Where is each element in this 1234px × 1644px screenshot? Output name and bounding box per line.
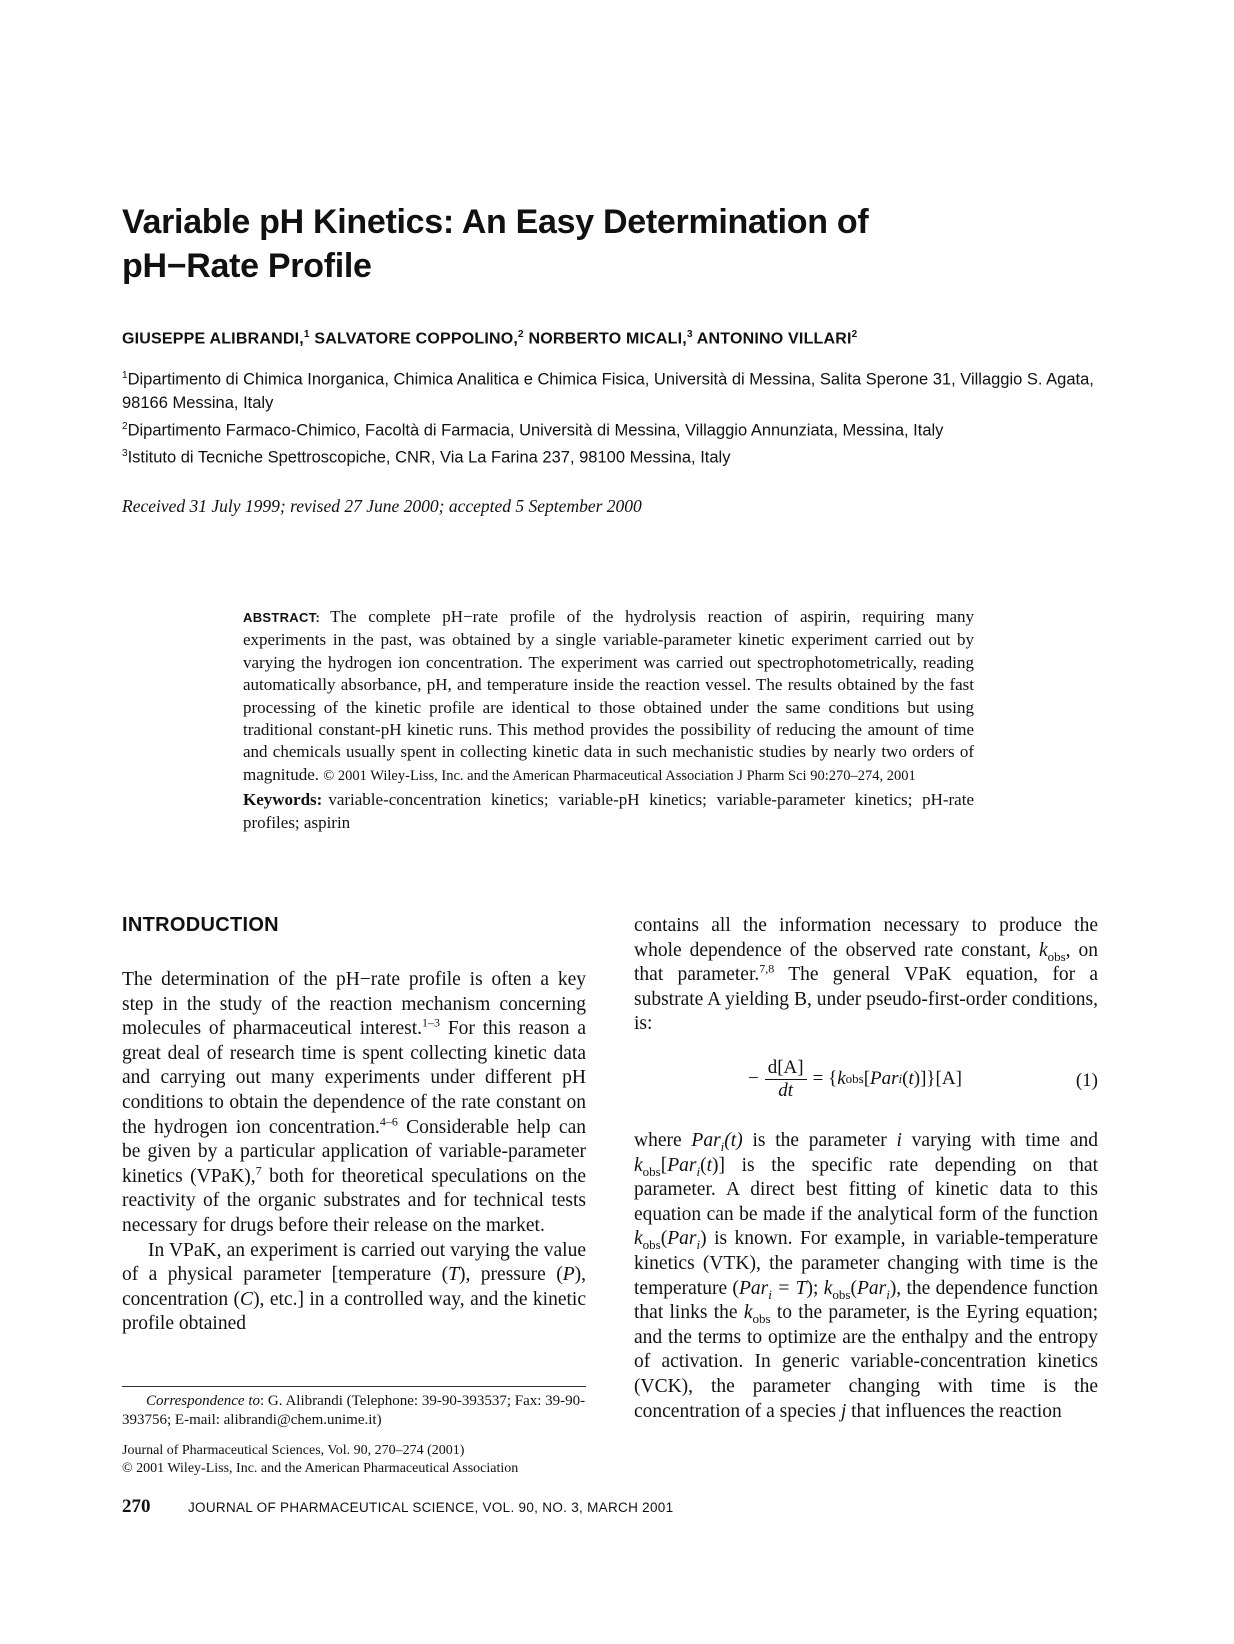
text-run: For this reason a great deal of research time is spent collecting kinetic data and carrying out many experiments under different pH conditions to obtain the dependence of the rate constant on the hydrogen ion concentration. [122, 1018, 586, 1138]
symbol: k [634, 1228, 643, 1250]
text-run: ), etc.] in a controlled way, and the kinetic profile obtained [122, 1288, 586, 1335]
text-run: to the parameter, is the Eyring equation; and the terms to optimize are the enthalpy and the entropy of activation. In generic variable-concentration kinetics (VCK), the parameter changing with time is the concentration of a species [634, 1302, 1098, 1422]
citation: 7 [255, 1163, 262, 1178]
symbol: k [1038, 939, 1048, 961]
citation: 1–3 [422, 1015, 441, 1030]
symbol: (t) [724, 1129, 743, 1151]
received-dates: Received 31 July 1999; revised 27 June 2000; accepted 5 September 2000 [122, 496, 642, 516]
equation-part: [ [863, 1068, 871, 1090]
subscript: i [768, 1286, 772, 1302]
subscript: obs [642, 1237, 661, 1253]
text-run: The determination of the pH−rate profile is often a key step in the study of the reaction mechanism concerning molecules of pharmaceutical interest. [122, 969, 586, 1040]
author-affiliation-mark: 1 [303, 329, 310, 340]
citation: 4–6 [379, 1114, 398, 1129]
journal-citation: Journal of Pharmaceutical Sciences, Vol. 90, 270–274 (2001) [122, 1443, 465, 1458]
author-affiliation-mark: 3 [686, 329, 693, 340]
text-run: ), concentration ( [122, 1264, 586, 1310]
text-run: , on that parameter. [634, 939, 1098, 986]
affiliation-text: Dipartimento di Chimica Inorganica, Chimica Analitica e Chimica Fisica, Università di Messina, Salita Sperone 31, Villaggio S. Agata, 98166 Messina, Italy [122, 370, 1094, 412]
equation-part: = { [812, 1068, 838, 1090]
symbol: = T [771, 1277, 807, 1299]
abstract [243, 606, 974, 834]
text-run: both for theoretical speculations on the reactivity of the organic substrates and for technical tests necessary for drugs before their release on the market. [122, 1165, 586, 1236]
subscript: i [696, 1237, 701, 1253]
subscript: obs [642, 1163, 661, 1179]
text-run: Considerable help can be given by a particular application of variable-parameter kinetics (VPaK), [122, 1116, 586, 1187]
subscript: i [898, 1071, 903, 1087]
author-name: ANTONINO VILLARI [696, 330, 852, 348]
affiliation-mark: 2 [122, 420, 128, 432]
subscript: i [720, 1138, 725, 1154]
affiliation-list [122, 364, 1112, 470]
affiliation-mark: 3 [122, 448, 128, 459]
minus-sign: − [748, 1068, 759, 1090]
text-run: ), pressure ( [458, 1264, 563, 1286]
author-affiliation-mark: 2 [518, 329, 524, 340]
subscript: i [886, 1286, 890, 1302]
subscript: i [696, 1163, 701, 1179]
derivative-fraction [765, 1057, 807, 1102]
affiliation [122, 415, 1112, 443]
equation-part: )]}[A] [913, 1068, 962, 1090]
author-name: GIUSEPPE ALIBRANDI, [122, 330, 304, 348]
symbol: C [240, 1288, 254, 1310]
equation-part: ( [902, 1068, 909, 1090]
fraction-numerator: d[A] [765, 1057, 807, 1080]
symbol: T [448, 1264, 459, 1286]
journal-info [122, 1442, 586, 1477]
affiliation [122, 364, 1112, 415]
keywords-text: variable-concentration kinetics; variable-pH kinetics; variable-parameter kinetics; pH-rate profiles; aspirin [243, 790, 974, 832]
symbol: P [562, 1264, 575, 1286]
text-run: The general VPaK equation, for a substrate A yielding B, under pseudo-first-order conditions, is: [634, 964, 1098, 1035]
equation-body: − $\frac{d[A]}{dt}$ = { k obs [ Par i ( t )]}[A] [748, 1056, 962, 1101]
symbol: Par [667, 1228, 697, 1250]
symbol: Par [691, 1129, 721, 1151]
paragraph [634, 914, 1098, 1037]
correspondence-footnote [122, 1392, 586, 1430]
paragraph [122, 968, 586, 1239]
text-run: ), the dependence function that links the [634, 1277, 1098, 1324]
symbol: Par [856, 1277, 887, 1299]
article-title [122, 200, 1022, 288]
abstract-body [243, 606, 974, 787]
affiliation [122, 442, 1112, 470]
right-column [634, 914, 1098, 1424]
equation-1 [634, 1049, 1098, 1119]
symbol: Par [738, 1277, 769, 1299]
affiliation-mark: 1 [122, 370, 128, 381]
paragraph: where Par$_i$(t) is the parameter i varying with time and $k_{obs}[Par_i(t)]$ is the specific rate depending on that parameter. A direct best fitting of kinetic data to this equation can be made if the analytical form of the function $k_{obs}(Par_i)$ is known. For example, in variable-temperature kinetics (VTK), the parameter changing with time is the temperature (Par$_i$ = T); $k_{obs}(Par_i)$, the dependence function that links the $k_{obs}$ to the parameter, is the Eyring equation; and the terms to optimize are the enthalpy and the entropy of activation. In generic variable-concentration kinetics (VCK), the parameter changing with time is the concentration of a species j that influences the reaction [634, 1129, 1098, 1422]
text-run: is the parameter [742, 1129, 897, 1151]
symbol: k [823, 1277, 833, 1299]
equation-number: (1) [1075, 1069, 1098, 1091]
affiliation-text: Istituto di Tecniche Spettroscopiche, CNR, Via La Farina 237, 98100 Messina, Italy [127, 448, 731, 467]
correspondence-text: : G. Alibrandi (Telephone: 39-90-393537; Fax: 39-90-393756; E-mail: alibrandi@chem.unime.it) [122, 1393, 586, 1428]
symbol: i [896, 1129, 902, 1151]
text-run: [ [660, 1154, 668, 1176]
abstract-label: ABSTRACT: [243, 610, 321, 625]
text-run: varying with time and [901, 1129, 1098, 1151]
author-name: SALVATORE COPPOLINO, [314, 330, 519, 348]
text-run: that influences the reaction [846, 1400, 1062, 1422]
fraction-denominator: dt [778, 1079, 794, 1101]
text-run: ); [806, 1277, 824, 1299]
running-head: JOURNAL OF PHARMACEUTICAL SCIENCE, VOL. 90, NO. 3, MARCH 2001 [188, 1500, 674, 1515]
paragraph [122, 1239, 586, 1337]
footnote-divider [122, 1386, 586, 1387]
symbol: j [840, 1400, 847, 1422]
journal-copyright: © 2001 Wiley-Liss, Inc. and the American Pharmaceutical Association [122, 1460, 519, 1476]
text-run: ) is known. For example, in variable-temperature kinetics (VTK), the parameter changing with time is the temperature ( [634, 1228, 1098, 1299]
keywords [243, 789, 974, 834]
title-line-1: Variable pH Kinetics: An Easy Determination of [122, 203, 869, 241]
text-run: )] is the specific rate depending on that parameter. A direct best fitting of kinetic data to this equation can be made if the analytical form of the function [634, 1154, 1098, 1225]
page-number: 270 [122, 1496, 151, 1517]
title-line-2: pH−Rate Profile [122, 247, 372, 285]
subscript: obs [1047, 948, 1066, 964]
symbol: k [634, 1154, 643, 1176]
symbol: k [837, 1068, 846, 1090]
author-list [122, 329, 1122, 348]
correspondence-label: Correspondence to [146, 1393, 261, 1409]
text-run: where [634, 1129, 692, 1151]
symbol: k [743, 1302, 753, 1324]
abstract-text: The complete pH−rate profile of the hydrolysis reaction of aspirin, requiring many experiments in the past, was obtained by a single variable-parameter kinetic experiment carried out by varying the hydrogen ion concentration. The experiment was carried out spectrophotometrically, reading automatically absorbance, pH, and temperature inside the reaction vessel. The results obtained by the fast processing of the kinetic profile are identical to those obtained under the same conditions but using traditional constant-pH kinetic runs. This method provides the possibility of reducing the amount of time and chemicals usually spent in collecting kinetic data in such mechanistic studies by nearly two orders of magnitude. [243, 607, 974, 784]
text-run: contains all the information necessary to produce the whole dependence of the observed rate constant, [634, 915, 1098, 961]
keywords-label: Keywords: [243, 790, 323, 810]
left-column [122, 968, 586, 1337]
author-affiliation-mark: 2 [851, 329, 858, 340]
abstract-copyright: © 2001 Wiley-Liss, Inc. and the American Pharmaceutical Association J Pharm Sci 90:270–274, 2001 [323, 767, 916, 784]
author-name: NORBERTO MICALI, [528, 330, 687, 348]
section-heading-introduction: INTRODUCTION [122, 914, 279, 936]
subscript: obs [752, 1311, 771, 1327]
affiliation-text: Dipartimento Farmaco-Chimico, Facoltà di Farmacia, Università di Messina, Villaggio Annunziata, Messina, Italy [127, 421, 944, 439]
citation: 7,8 [759, 961, 775, 976]
text-run: In VPaK, an experiment is carried out varying the value of a physical parameter [temperature ( [122, 1239, 586, 1286]
symbol: Par [870, 1068, 899, 1090]
subscript: obs [832, 1286, 851, 1302]
symbol: Par [667, 1154, 697, 1176]
